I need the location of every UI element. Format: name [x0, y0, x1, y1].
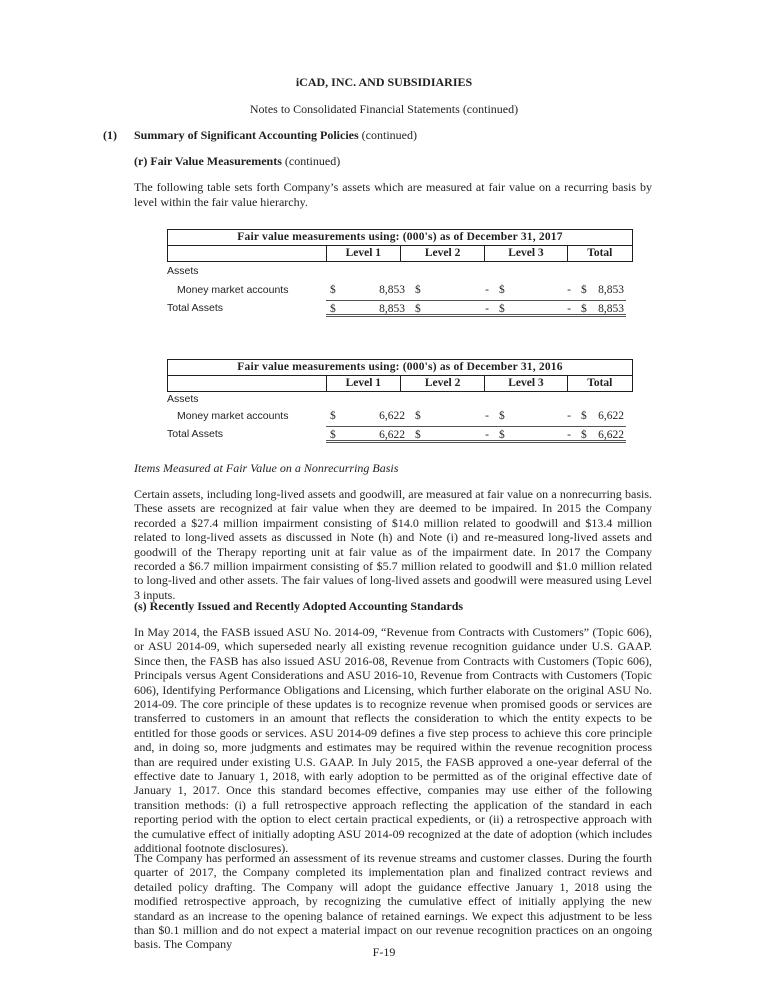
currency-symbol: $	[415, 284, 421, 296]
subsection-r-title-bold: (r) Fair Value Measurements	[134, 154, 282, 168]
currency-symbol: $	[415, 410, 421, 422]
currency-symbol: $	[330, 410, 336, 422]
group-label-row	[167, 392, 633, 407]
level-3-value: -	[567, 410, 571, 422]
currency-symbol: $	[330, 303, 336, 315]
total-value: 6,622	[598, 410, 624, 422]
group-label: Assets	[167, 265, 199, 277]
nonrecurring-heading: Items Measured at Fair Value on a Nonrecurring Basis	[134, 461, 399, 475]
currency-symbol: $	[415, 429, 421, 441]
currency-symbol: $	[581, 410, 587, 422]
subsection-r-intro: The following table sets forth Company’s assets which are measured at fair value on a recurring basis by level within the fair value hierarchy.	[134, 180, 652, 209]
currency-symbol: $	[581, 284, 587, 296]
subsection-r-title-suffix: (continued)	[281, 154, 341, 168]
subsection-r-title	[134, 154, 340, 169]
table-row	[167, 280, 633, 300]
company-name: iCAD, INC. AND SUBSIDIARIES	[295, 75, 473, 89]
level-3-value: -	[567, 429, 571, 441]
total-value: 8,853	[598, 284, 624, 296]
header-blank	[168, 246, 326, 261]
total-value: 6,622	[598, 429, 624, 441]
currency-symbol: $	[499, 429, 505, 441]
currency-symbol: $	[581, 303, 587, 315]
group-label: Assets	[167, 393, 199, 405]
table-row	[167, 407, 633, 426]
section-title	[134, 128, 417, 143]
level-2-value: -	[485, 429, 489, 441]
level-1-value: 8,853	[379, 284, 405, 296]
row-label: Total Assets	[167, 302, 224, 314]
header-level-2: Level 2	[400, 246, 484, 261]
table-header-row	[167, 376, 633, 392]
header-total: Total	[567, 376, 632, 391]
subsection-s-paragraph-2: The Company has performed an assessment of its revenue streams and customer classes. During the fourth quarter of 2017, the Company completed its implementation plan and finalized contract reviews and detailed policy drafting. The Company will adopt the guidance effective January 1, 2018 using the modified retrospective approach, by recognizing the cumulative effect of initially applying the new standard as an increase to the opening balance of retained earnings. We expect this adjustment to be less than $0.1 million and do not expect a material impact on our revenue recognition practices on an ongoing basis. The Company	[134, 851, 652, 952]
header-level-2: Level 2	[400, 376, 484, 391]
header-level-1: Level 1	[326, 376, 400, 391]
document-subtitle: Notes to Consolidated Financial Statements (continued)	[249, 102, 519, 116]
subsection-s-paragraph-1: In May 2014, the FASB issued ASU No. 2014-09, “Revenue from Contracts with Customers” (Topic 606), or ASU 2014-09, which superseded nearly all existing revenue recognition guidance under U.S. GAAP. Since then, the FASB has also issued ASU 2016-08, Revenue from Contracts with Customers (Topic 606), Principals versus Agent Considerations and ASU 2016-10, Revenue from Contracts with Customers (Topic 606), Identifying Performance Obligations and Licensing, which further elaborate on the original ASU No. 2014-09. The core principle of these updates is to recognize revenue when promised goods or services are transferred to customers in an amount that reflects the consideration to which the entity expects to be entitled for those goods or services. ASU 2014-09 defines a five step process to achieve this core principle and, in doing so, more judgments and estimates may be required within the revenue recognition process than are required under existing U.S. GAAP. In July 2015, the FASB approved a one-year deferral of the effective date to January 1, 2018, with early adoption to be permitted as of the original effective date of January 1, 2017. Once this standard becomes effective, companies may use either of the following transition methods: (i) a full retrospective approach reflecting the application of the standard in each reporting period with the option to elect certain practical expedients, or (ii) a retrospective approach with the cumulative effect of initially adopting ASU 2014-09 recognized at the date of adoption (which includes additional footnote disclosures).	[134, 625, 652, 856]
row-label: Total Assets	[167, 428, 224, 440]
header-level-3: Level 3	[484, 246, 566, 261]
table-title: Fair value measurements using: (000's) as of December 31, 2017	[167, 229, 633, 246]
currency-symbol: $	[415, 303, 421, 315]
nonrecurring-paragraph: Certain assets, including long-lived assets and goodwill, are measured at fair value on a nonrecurring basis. These assets are recognized at fair value when they are deemed to be impaired. In 2015 the Company recorded a $27.4 million impairment consisting of $14.0 million related to goodwill and $13.4 million related to long-lived assets as discussed in Note (h) and Note (i) and re-measured long-lived assets and goodwill of the Therapy reporting unit at fair value as of the impairment date. In 2017 the Company recorded a $6.7 million impairment consisting of $5.7 million related to goodwill and $1.0 million related to long-lived and other assets. The fair values of long-lived assets and goodwill were measured using Level 3 inputs.	[134, 487, 652, 602]
currency-symbol: $	[581, 429, 587, 441]
table-header-row	[167, 246, 633, 262]
currency-symbol: $	[330, 284, 336, 296]
level-1-value: 6,622	[379, 410, 405, 422]
total-value: 8,853	[598, 303, 624, 315]
table-row-total	[167, 426, 633, 443]
row-label: Money market accounts	[177, 284, 289, 296]
currency-symbol: $	[499, 284, 505, 296]
fair-value-table-2017	[167, 229, 633, 317]
section-number: (1)	[103, 128, 117, 142]
group-label-row	[167, 262, 633, 280]
level-1-value: 8,853	[379, 303, 405, 315]
currency-symbol: $	[330, 429, 336, 441]
currency-symbol: $	[499, 410, 505, 422]
level-3-value: -	[567, 303, 571, 315]
section-title-bold: Summary of Significant Accounting Policies	[134, 128, 359, 142]
level-2-value: -	[485, 303, 489, 315]
section-title-suffix: (continued)	[358, 128, 417, 142]
level-2-value: -	[485, 284, 489, 296]
table-title: Fair value measurements using: (000's) as of December 31, 2016	[167, 359, 633, 376]
subsection-s-title: (s) Recently Issued and Recently Adopted Accounting Standards	[134, 599, 464, 613]
header-level-3: Level 3	[484, 376, 566, 391]
level-1-value: 6,622	[379, 429, 405, 441]
level-3-value: -	[567, 284, 571, 296]
row-label: Money market accounts	[177, 410, 289, 422]
header-blank	[168, 376, 326, 391]
page-number: F-19	[372, 945, 396, 959]
currency-symbol: $	[499, 303, 505, 315]
table-row-total	[167, 300, 633, 317]
header-level-1: Level 1	[326, 246, 400, 261]
level-2-value: -	[485, 410, 489, 422]
header-total: Total	[567, 246, 632, 261]
fair-value-table-2016	[167, 359, 633, 443]
